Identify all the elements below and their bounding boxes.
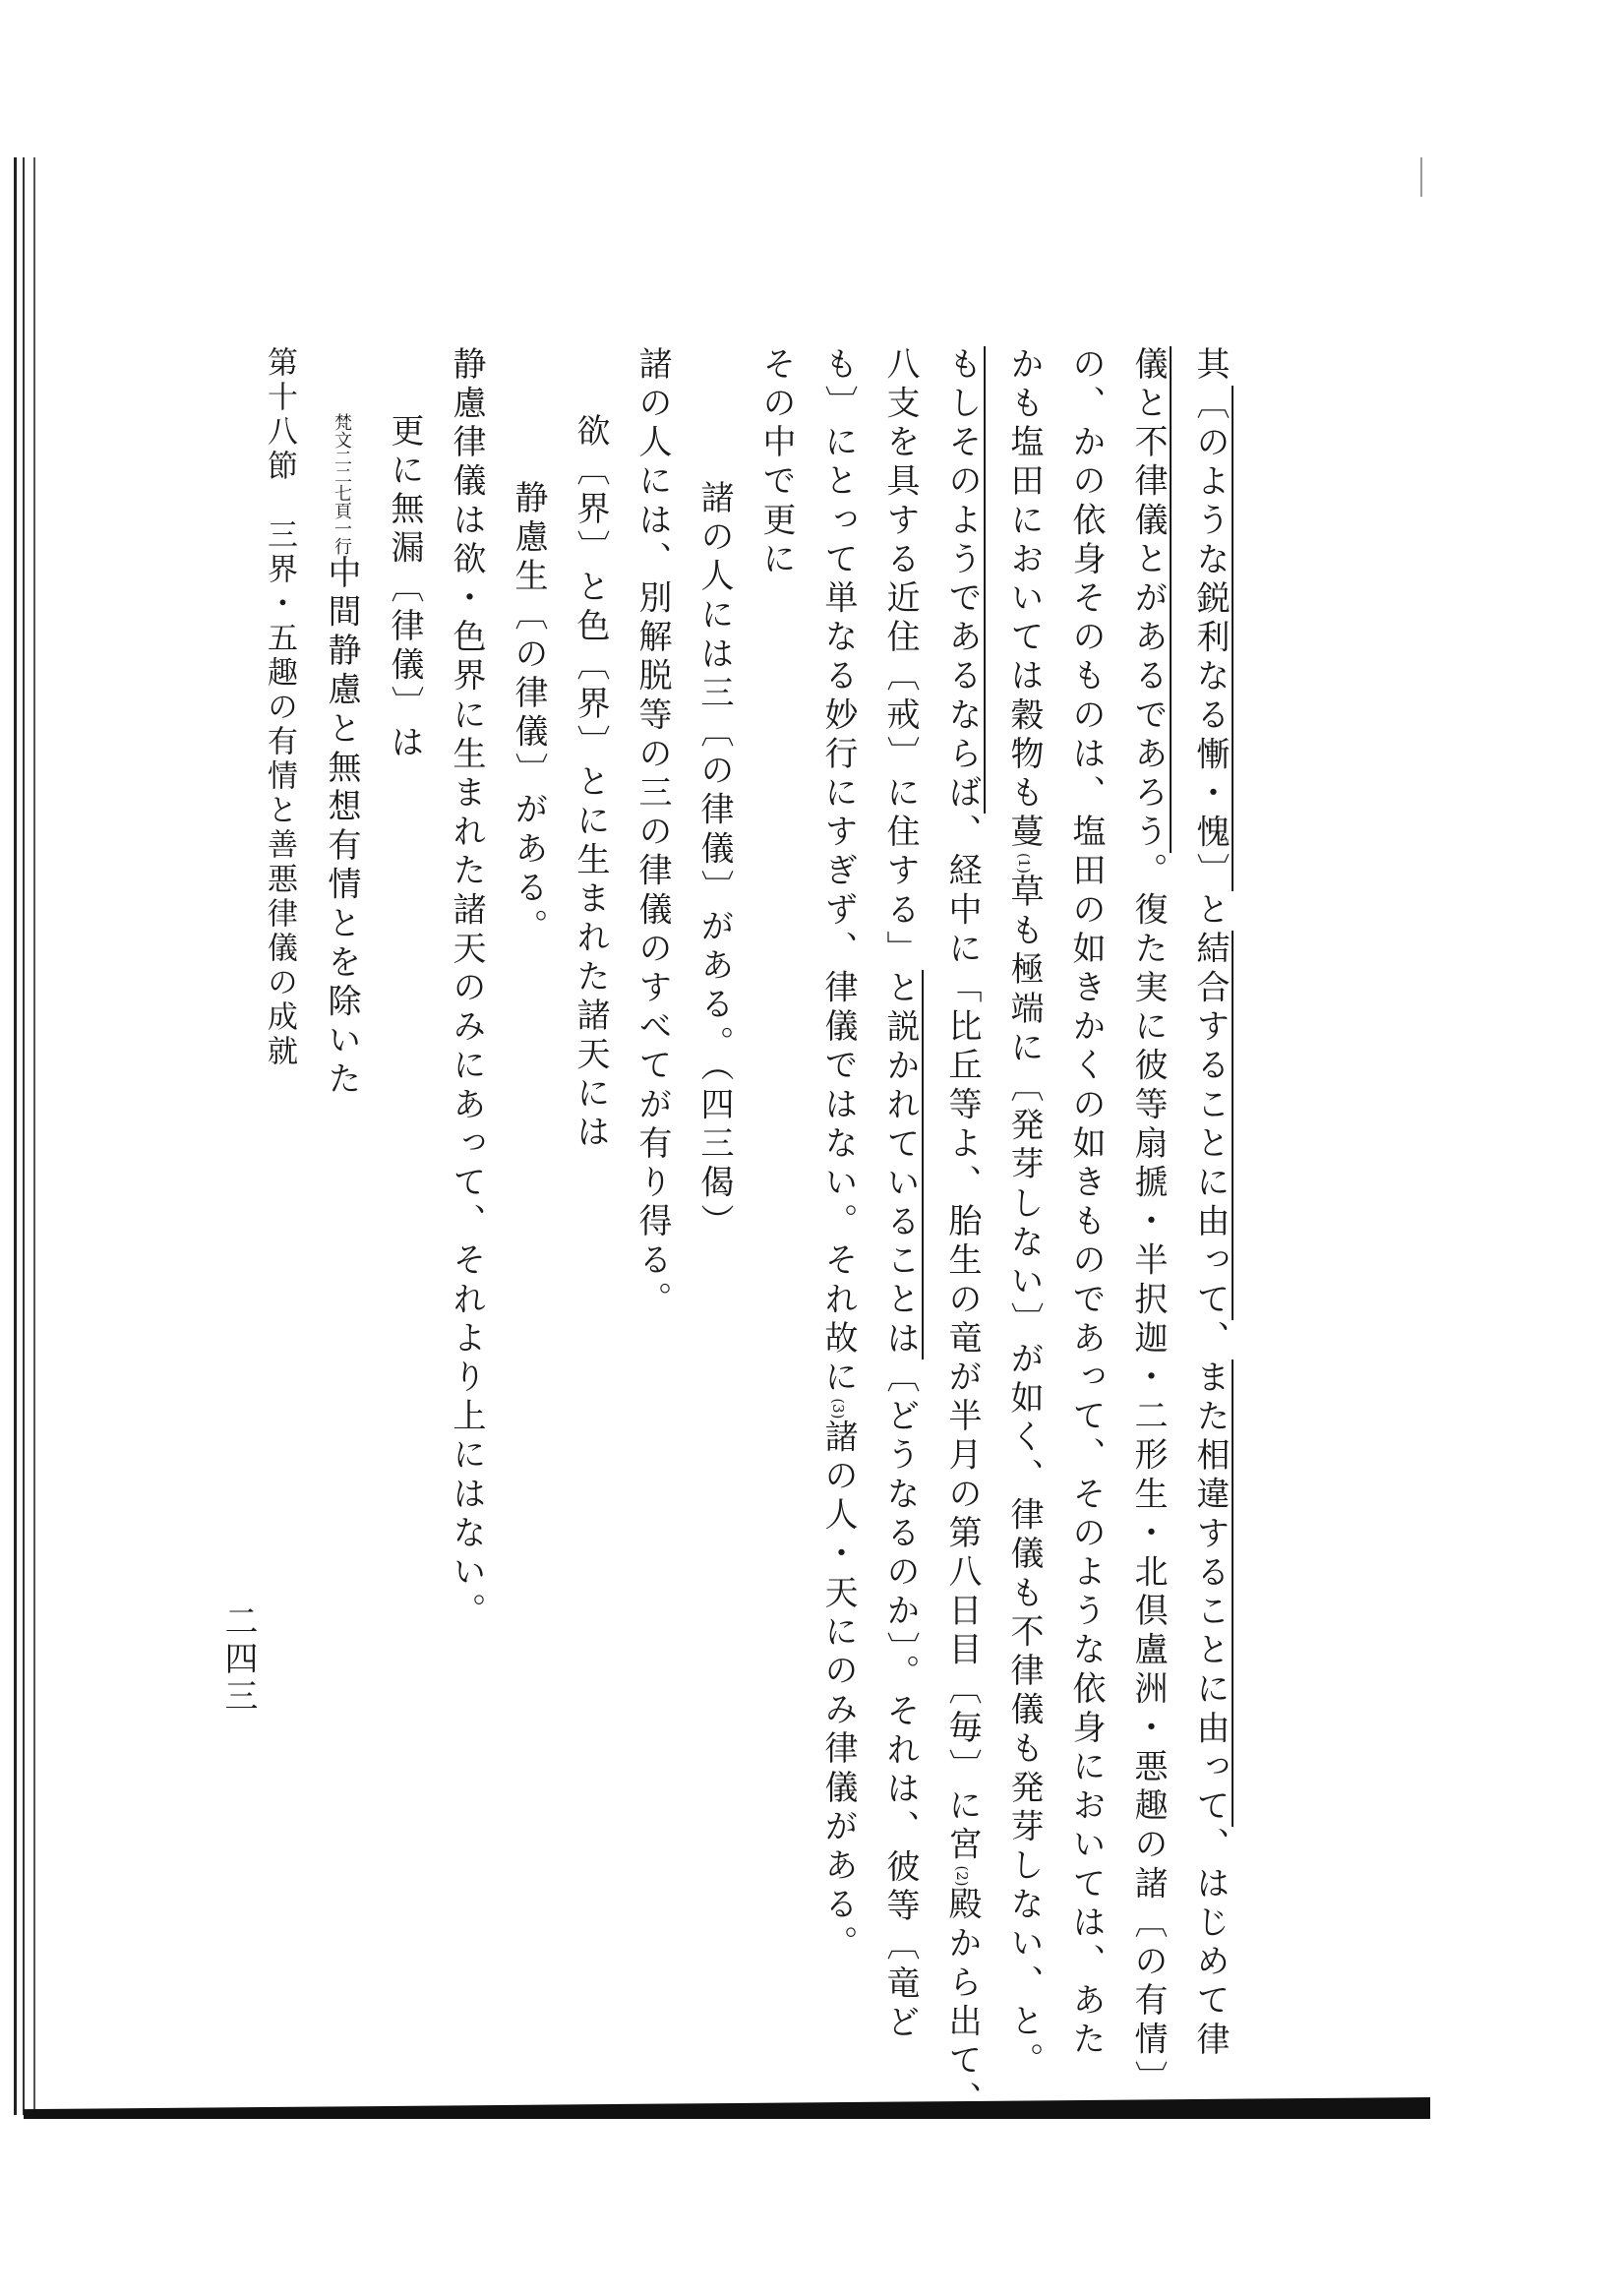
- underlined-span: 結合することに由って: [1190, 931, 1233, 1320]
- underlined-span: 〔のような鋭利なる慚・愧〕: [1190, 386, 1233, 892]
- text-span: 中間静慮と無想有情とを除いた: [322, 555, 361, 1101]
- underlined-span: また相違することに由って: [1190, 1359, 1233, 1827]
- verse-line-4: [373, 346, 435, 2038]
- sanskrit-page-reference: 梵文二二七頁一行: [331, 413, 352, 555]
- verse-line-3: [497, 346, 559, 2038]
- text-span: 諸の人・天にのみ律儀がある。: [818, 1419, 858, 1964]
- running-head: 第十八節 三界・五趣の有情と善悪律儀の成就: [262, 346, 297, 1069]
- verse-line-2: [559, 346, 621, 2038]
- text-span: 欲〔界〕と色〔界〕とに生まれた諸天には: [571, 413, 610, 1154]
- scan-edge-bottom: [24, 2097, 1430, 2119]
- text-column-13: [435, 346, 497, 2038]
- text-span: 、経中に「比丘等よ、胎生の竜が半月の第八日目〔毎〕に宮: [942, 814, 982, 1866]
- text-span: の、かの依身そのものは、塩田の如きかくの如きものであって、そのような依身においては、あた: [1066, 346, 1106, 2061]
- text-span: 草も極端に〔発芽しない〕が如く、律儀も不律儀も発芽しない、と。: [1004, 874, 1044, 2082]
- text-span: 諸の人には三〔の律儀〕がある。（四三偈）: [694, 480, 734, 1242]
- text-span: と: [1190, 891, 1230, 932]
- verse-line-5: [310, 346, 373, 2038]
- scan-rule-right: [1420, 157, 1422, 197]
- text-column-2: [1116, 346, 1178, 2100]
- text-span: 〔どうなるのか〕。それは、彼等〔竜ど: [880, 1359, 920, 2044]
- text-span: 其: [1190, 346, 1230, 386]
- text-span: も〕にとって単なる妙行にすぎず、律儀ではない。それ故に: [818, 346, 858, 1399]
- page-number: 二四三: [218, 1603, 258, 1716]
- verse-line-1: [683, 346, 745, 2038]
- text-span: 、: [1190, 1320, 1230, 1359]
- text-column-6: [869, 346, 931, 2044]
- text-span: 諸の人には、別解脱等の三の律儀のすべてが有り得る。: [632, 346, 672, 1320]
- text-span: 、はじめて律: [1190, 1826, 1230, 2061]
- text-column-5: [931, 346, 992, 2121]
- text-column-1: [1178, 346, 1240, 2061]
- text-column-4: [992, 346, 1054, 2082]
- underlined-span: 儀と不律儀とがあるであろう: [1128, 346, 1172, 853]
- text-span: 更に無漏〔律儀〕は: [385, 413, 424, 764]
- vertical-text-block: [217, 346, 1240, 2121]
- footnote-marker: (1): [1015, 852, 1033, 875]
- text-column-10: [621, 346, 683, 2038]
- underlined-span: もしそのようであるならば: [942, 346, 986, 814]
- text-column-7: [807, 346, 869, 2038]
- text-span: 静慮律儀は欲・色界に生まれた諸天のみにあって、それより上にはない。: [447, 346, 486, 1632]
- footnote-marker: (2): [953, 1865, 971, 1887]
- text-span: 殿から出て、: [942, 1886, 982, 2121]
- text-span: その中で更に: [756, 346, 796, 580]
- text-span: 。復た実に彼等扇搋・半択迦・二形生・北倶盧洲・悪趣の諸〔の有情〕: [1128, 852, 1168, 2100]
- text-span: 静慮生〔の律儀〕がある。: [509, 480, 548, 948]
- footnote-marker: (3): [829, 1398, 847, 1420]
- scan-edge-left: [14, 157, 35, 2115]
- text-span: かも塩田においては穀物も蔓: [1004, 346, 1044, 853]
- text-column-8: [745, 346, 807, 2038]
- text-column-3: [1054, 346, 1116, 2061]
- underlined-span: と説かれていることは: [880, 970, 924, 1359]
- text-span: 八支を具する近住〔戒〕に住する」: [880, 346, 920, 970]
